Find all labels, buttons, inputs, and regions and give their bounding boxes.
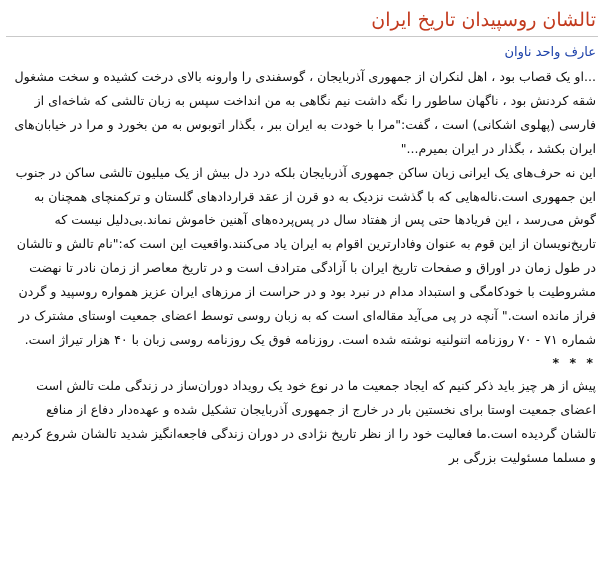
article-title: تالشان روسپیدان تاریخ ایران — [371, 9, 596, 31]
author-name: عارف واحد ناوان — [504, 45, 596, 60]
section-separator: * * * — [552, 354, 596, 370]
paragraph-closing: پیش از هر چیز باید ذکر کنیم که ایجاد جمعیت ما در نوع خود یک رویداد دوران‌ساز در زندگی ملت تالش است اعضای جمعیت اوستا برای نخستین بار در خارج از جمهوری آذربایجان تشکیل شده و عهده‌دار دفاع از منافع تالشان گردیده است.ما فعالیت خود را از نظر تاریخ نژادی در دوران زندگی فاجعه‌انگیز شدید تالشان شروع کردیم و مسلما مسئولیت بزرگی بر — [11, 377, 596, 465]
paragraph-main: این نه حرف‌های یک ایرانی زبان ساکن جمهوری آذربایجان بلکه درد دل بیش از یک میلیون تالشی ساکن در جنوب این جمهوری است.ناله‌هایی که با گذشت نزدیک به دو قرن از عقد قراردادهای گلستان و ترکمنچای همچنان به گوش می‌رسد ، این فریادها حتی پس از هفتاد سال در پس‌پرده‌های آهنین خاموش نماند.بی‌دلیل نیست که تاریخ‌نویسان از این قوم به عنوان وفادارترین اقوام به ایران یاد می‌کنند.واقعیت این است که:"نام تالش و تالشان در طول زمان در اوراق و صفحات تاریخ ایران با آزادگی مترادف است و در تاریخ معاصر از زمان نادر تا نهضت مشروطیت با خودکامگی و استبداد مدام در نبرد بود و در حراست از مرزهای ایران عزیز همواره روسپید و گردن فراز مانده است." آنچه در پی می‌آید مقاله‌ای است که به زبان روسی توسط اعضای جمعیت اوستای مشترک در شماره ۷۱ - ۷۰ روزنامه اتنولنیه نوشته شده است. روزنامه فوق یک روزنامه روسی زبان با ۴۰ هزار تیراژ است. — [15, 164, 596, 347]
article-body — [0, 63, 604, 470]
paragraph-intro: ...او یک قصاب بود ، اهل لنکران از جمهوری آذربایجان ، گوسفندی را وارونه بالای درخت کشیده و سخت مشغول شقه کردنش بود ، ناگهان ساطور را نگه داشت نیم نگاهی به من انداخت سپس به زبان تالشی که شاخه‌ای از فارسی (پهلوی اشکانی) است ، گفت:"مرا با خودت به ایران ببر ، بگذار اتوبوس به من بخورد و مرا در خیابان‌های ایران بکشد ، بگذار در ایران بمیرم..." — [14, 69, 596, 156]
